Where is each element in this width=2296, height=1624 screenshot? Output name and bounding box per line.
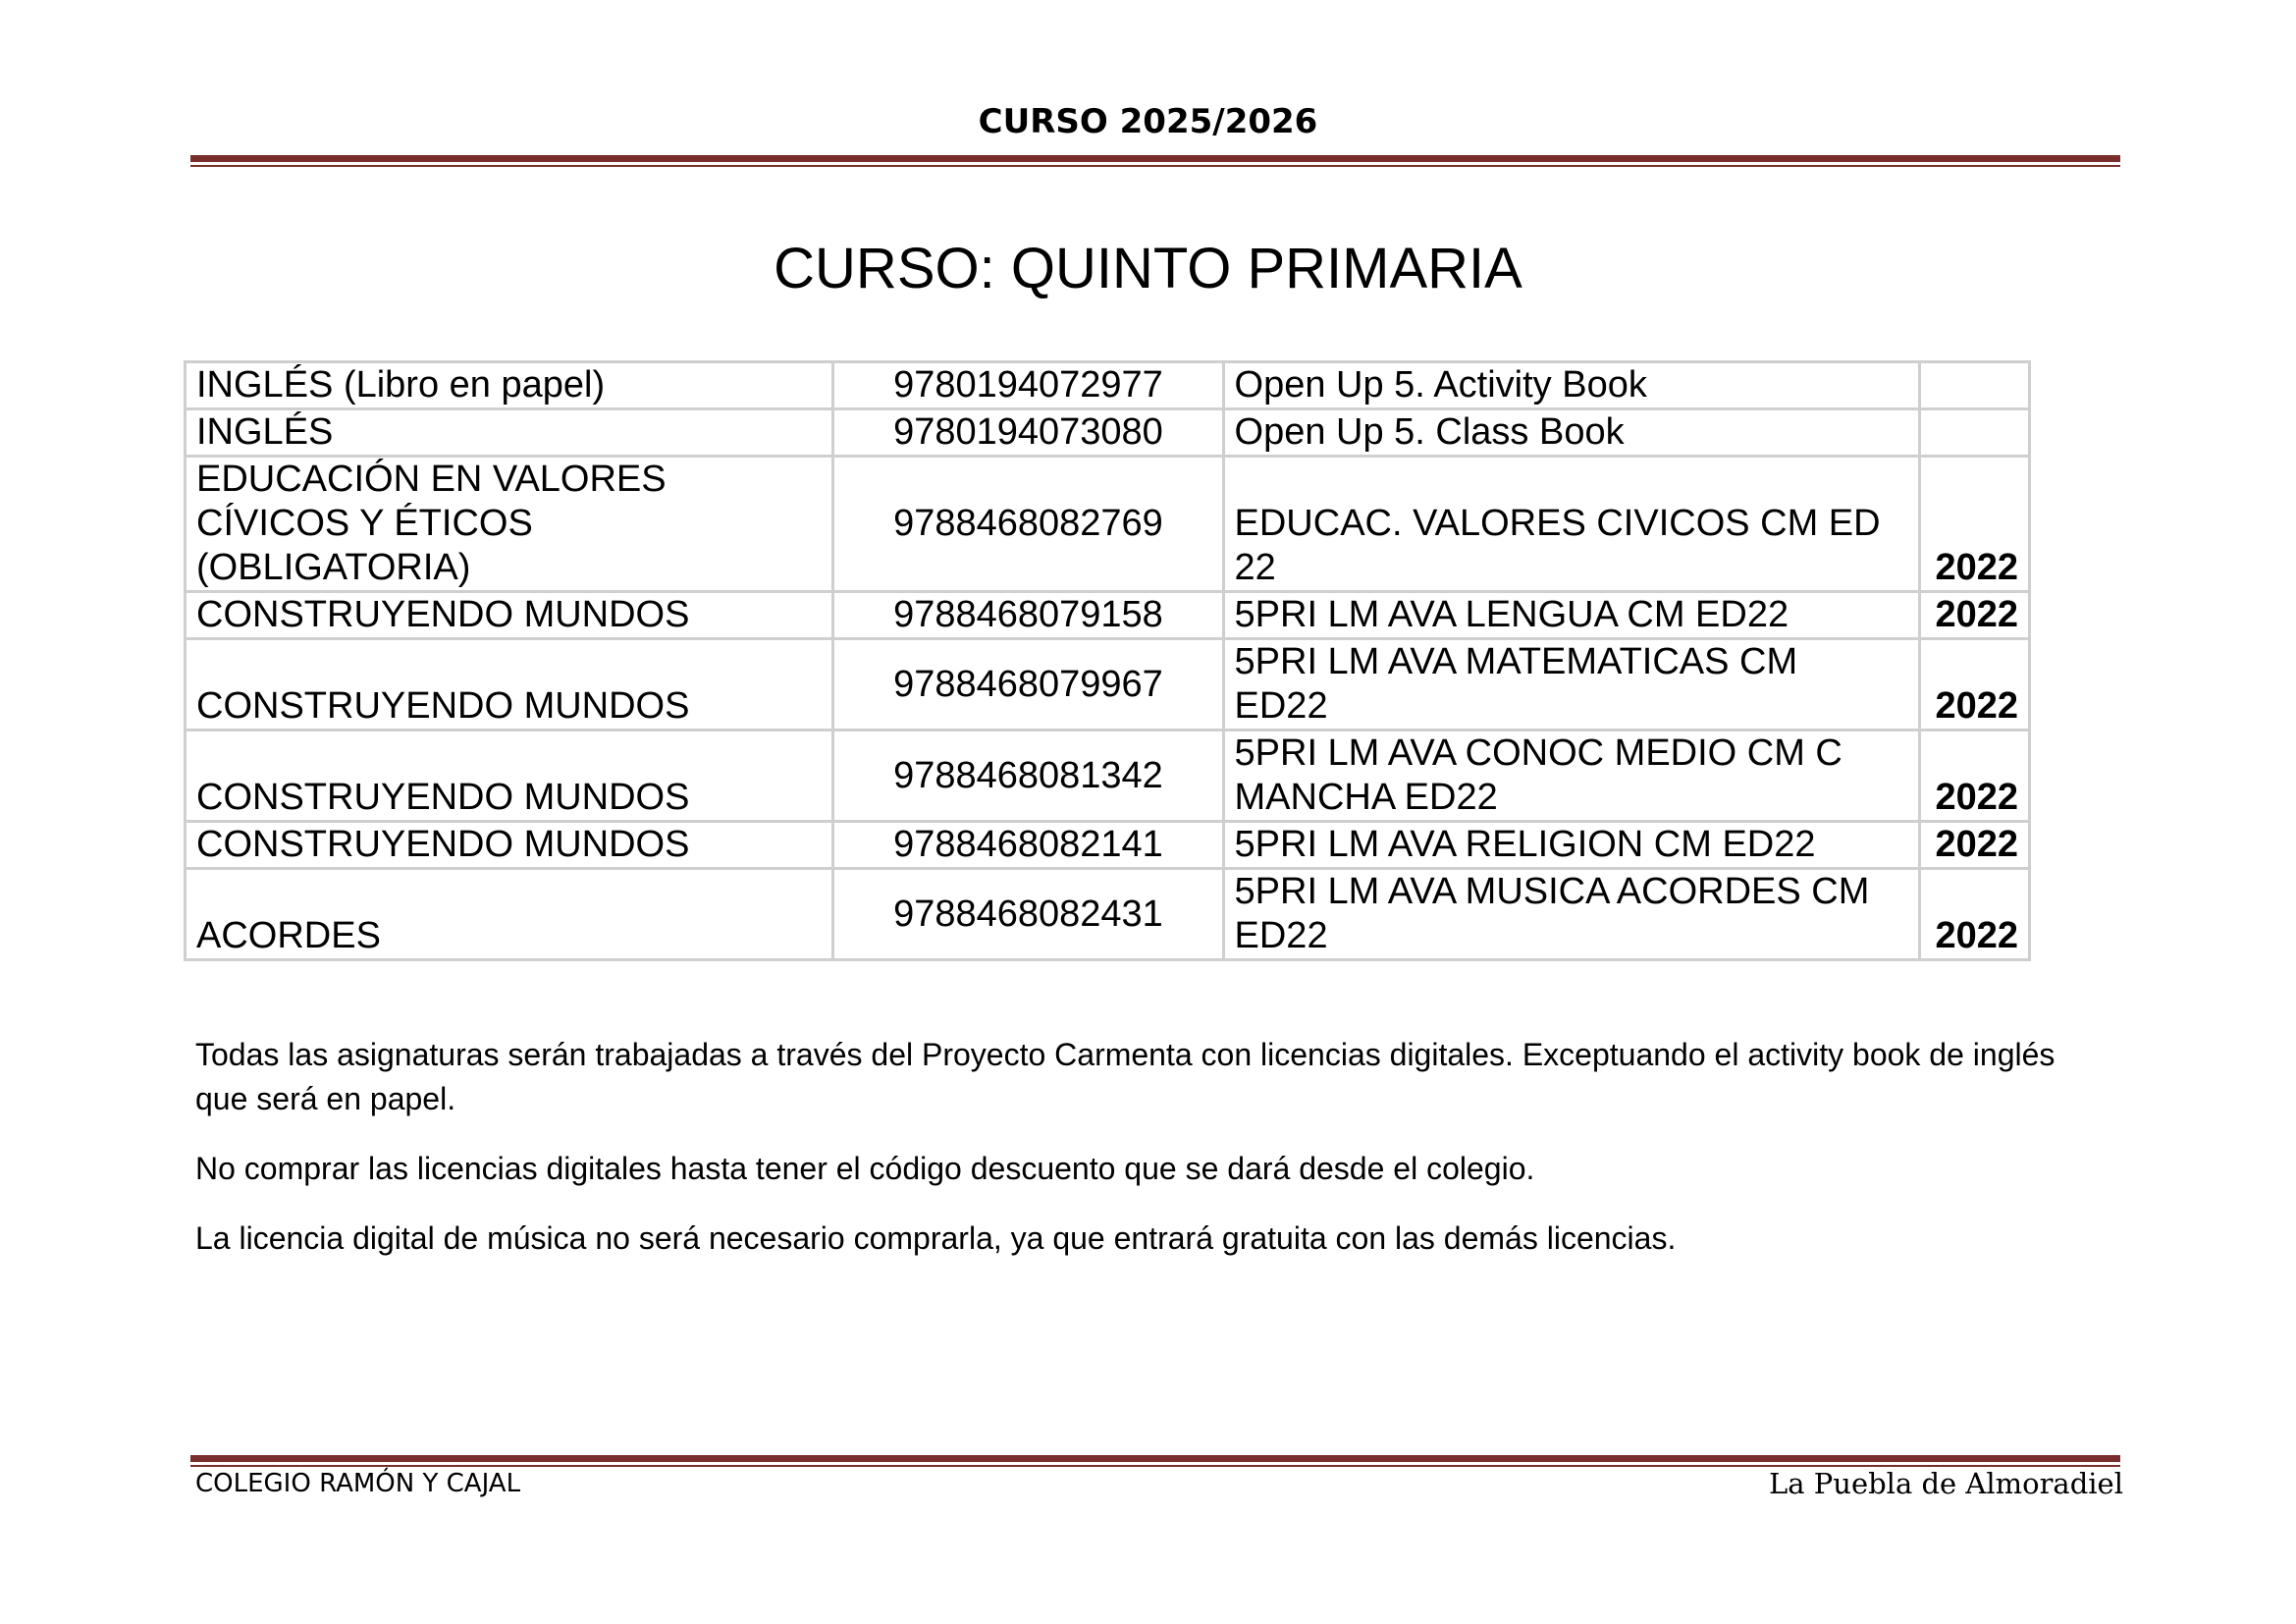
table-row <box>186 362 2030 409</box>
cell-isbn: 9788468082431 <box>833 869 1223 960</box>
cell-subject: CONSTRUYENDO MUNDOS <box>186 639 833 731</box>
table-row <box>186 457 2030 592</box>
footer-rule <box>190 1455 2120 1467</box>
cell-year: 2022 <box>1920 731 2030 822</box>
cell-subject: INGLÉS <box>186 409 833 457</box>
table-row <box>186 639 2030 731</box>
cell-isbn: 9788468081342 <box>833 731 1223 822</box>
cell-title: 5PRI LM AVA LENGUA CM ED22 <box>1223 592 1920 639</box>
cell-year: 2022 <box>1920 869 2030 960</box>
cell-subject: CONSTRUYENDO MUNDOS <box>186 731 833 822</box>
table-row <box>186 869 2030 960</box>
cell-title: Open Up 5. Class Book <box>1223 409 1920 457</box>
cell-year: 2022 <box>1920 592 2030 639</box>
cell-subject: CONSTRUYENDO MUNDOS <box>186 822 833 869</box>
cell-title: 5PRI LM AVA MUSICA ACORDES CM ED22 <box>1223 869 1920 960</box>
cell-year: 2022 <box>1920 822 2030 869</box>
cell-title: 5PRI LM AVA CONOC MEDIO CM C MANCHA ED22 <box>1223 731 1920 822</box>
cell-year: 2022 <box>1920 457 2030 592</box>
cell-title: 5PRI LM AVA MATEMATICAS CM ED22 <box>1223 639 1920 731</box>
cell-subject: ACORDES <box>186 869 833 960</box>
table-row <box>186 592 2030 639</box>
note-paragraph: La licencia digital de música no será necesario comprarla, ya que entrará gratuita con las demás licencias. <box>195 1220 1677 1256</box>
cell-year: 2022 <box>1920 639 2030 731</box>
cell-isbn: 9788468082141 <box>833 822 1223 869</box>
cell-year <box>1920 409 2030 457</box>
cell-subject: INGLÉS (Libro en papel) <box>186 362 833 409</box>
table-row <box>186 731 2030 822</box>
notes-section <box>195 1033 2100 1286</box>
cell-year <box>1920 362 2030 409</box>
cell-isbn: 9788468079967 <box>833 639 1223 731</box>
footer-town: La Puebla de Almoradiel <box>1768 1467 2123 1500</box>
cell-title: EDUCAC. VALORES CIVICOS CM ED 22 <box>1223 457 1920 592</box>
cell-title: 5PRI LM AVA RELIGION CM ED22 <box>1223 822 1920 869</box>
note-paragraph: No comprar las licencias digitales hasta tener el código descuento que se dará desde el colegio. <box>195 1151 1535 1186</box>
note-paragraph: Todas las asignaturas serán trabajadas a través del Proyecto Carmenta con licencias digitales. Exceptuando el activity book de inglés que será en papel. <box>195 1037 2056 1116</box>
table-row <box>186 409 2030 457</box>
cell-title: Open Up 5. Activity Book <box>1223 362 1920 409</box>
header-title: CURSO 2025/2026 <box>978 102 1318 141</box>
cell-isbn: 9780194072977 <box>833 362 1223 409</box>
cell-isbn: 9780194073080 <box>833 409 1223 457</box>
table-row <box>186 822 2030 869</box>
footer-school-name: COLEGIO RAMÓN Y CAJAL <box>195 1469 521 1498</box>
header-rule <box>190 155 2120 167</box>
cell-isbn: 9788468079158 <box>833 592 1223 639</box>
page-title: CURSO: QUINTO PRIMARIA <box>774 237 1522 300</box>
book-list-table <box>184 360 2031 961</box>
cell-subject: EDUCACIÓN EN VALORES CÍVICOS Y ÉTICOS (OBLIGATORIA) <box>186 457 833 592</box>
cell-isbn: 9788468082769 <box>833 457 1223 592</box>
cell-subject: CONSTRUYENDO MUNDOS <box>186 592 833 639</box>
